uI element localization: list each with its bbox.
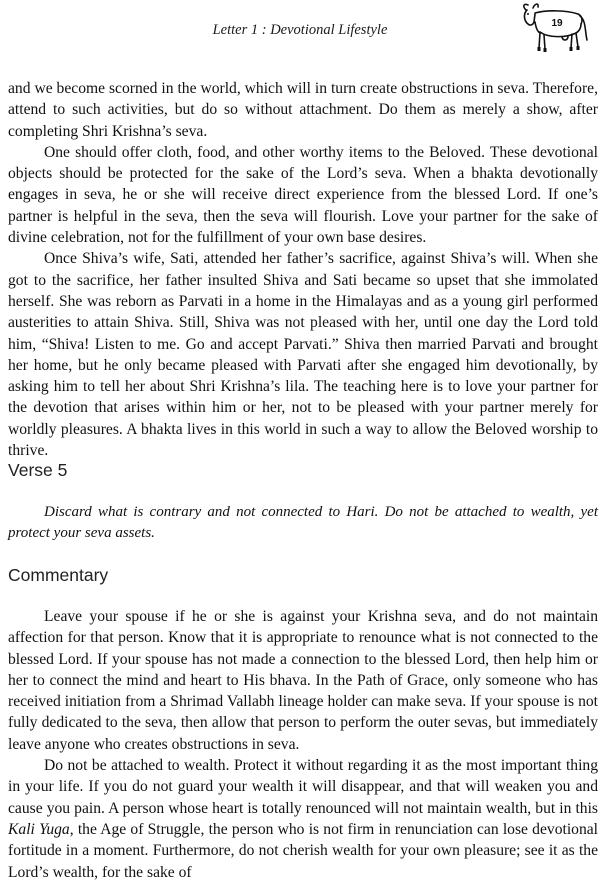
commentary-paragraph-wealth: [8, 755, 598, 883]
text-span: Do not be attached to wealth. Protect it without regarding it as the most important thing in your life. If you do not guard your wealth it will disappear, and that will weaken you and cause you pain. A person whose heart is totally renounced will not maintain wealth, but in this: [8, 757, 598, 817]
paragraph-shiva-sati: Once Shiva’s wife, Sati, attended her father’s sacrifice, against Shiva’s will. When she got to the sacrifice, her father insulted Shiva and Sati became so upset that she immolated herself. She was reborn as Parvati in a home in the Himalayas and as a young girl performed austerities to attain Shiva. Still, Shiva was not pleased with her, until one day the Lord told him, “Shiva! Listen to me. Go and accept Parvati.” Shiva then married Parvati and brought her home, but he only became pleased with Parvati after she engaged him devotionally, by asking him to tell her about Shri Krishna’s lila. The teaching here is to love your partner for the devotion that arises within him or her, not to be pleased with your partner merely for worldly pleasures. A bhakta lives in this world in such a way to allow the Beloved worship to thrive.: [8, 250, 598, 460]
running-head: Letter 1 : Devotional Lifestyle: [212, 22, 388, 38]
verse-heading: Verse 5: [8, 460, 68, 480]
commentary-heading: Commentary: [8, 565, 109, 585]
verse-text: Discard what is contrary and not connected to Hari. Do not be attached to wealth, yet protect your seva assets.: [8, 504, 598, 541]
paragraph-offerings: One should offer cloth, food, and other worthy items to the Beloved. These devotional objects should be protected for the sake of the Lord’s seva. When a bhakta devotionally engages in seva, he or she will receive direct experience from the blessed Lord. If one’s partner is helpful in the seva, then the seva will flourish. Love your partner for the sake of divine celebration, not for the fulfillment of your own base desires.: [8, 143, 598, 247]
italic-term: Kali Yuga: [8, 820, 70, 838]
paragraph-continued: and we become scorned in the world, which will in turn create obstructions in seva. Therefore, attend to such activities, but do so without attachment. Do them as merely a show, after completing Shri Krishna’s seva.: [8, 80, 598, 140]
text-span: , the Age of Struggle, the person who is not firm in renunciation can lose devotional fortitude in a moment. Furthermore, do not cherish wealth for your own pleasure; see it as the Lord’s wealth, for the sake of: [8, 820, 598, 881]
commentary-text-block: [8, 606, 598, 883]
top-text-block: [8, 78, 598, 461]
page-number: 19: [551, 18, 563, 29]
commentary-paragraph-spouse: Leave your spouse if he or she is against your Krishna seva, and do not maintain affection for that person. Know that it is appropriate to renounce what is not connected to the blessed Lord. If your spouse has not made a connection to the blessed Lord, then help him or her to connect the mind and heart to His bhava. In the Path of Grace, only someone who has received initiation from a Shrimad Vallabh lineage holder can make seva. If your spouse is not fully dedicated to the seva, then allow that person to perform the outer sevas, but immediately leave anyone who creates obstructions in seva.: [8, 608, 598, 753]
cow-icon: [518, 2, 590, 60]
